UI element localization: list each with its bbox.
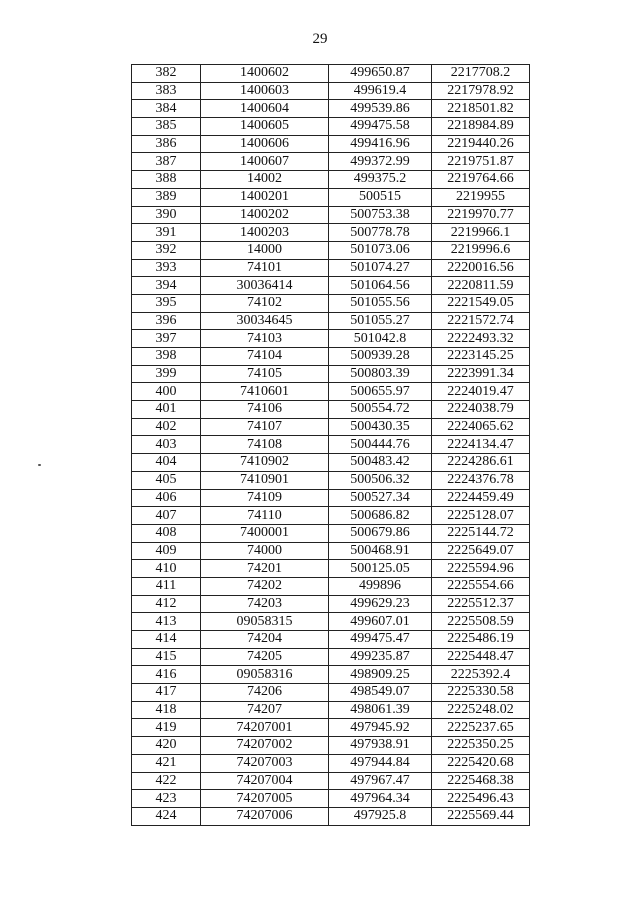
point-id-cell: 74204 <box>201 631 329 649</box>
row-index-cell: 415 <box>132 648 201 666</box>
row-index-cell: 386 <box>132 135 201 153</box>
row-index-cell: 422 <box>132 772 201 790</box>
row-index-cell: 392 <box>132 241 201 259</box>
y-coordinate-cell: 2225594.96 <box>432 560 530 578</box>
x-coordinate-cell: 500778.78 <box>329 224 432 242</box>
y-coordinate-cell: 2225330.58 <box>432 684 530 702</box>
y-coordinate-cell: 2222493.32 <box>432 330 530 348</box>
x-coordinate-cell: 497967.47 <box>329 772 432 790</box>
x-coordinate-cell: 500444.76 <box>329 436 432 454</box>
x-coordinate-cell: 501055.27 <box>329 312 432 330</box>
point-id-cell: 74207004 <box>201 772 329 790</box>
x-coordinate-cell: 500468.91 <box>329 542 432 560</box>
x-coordinate-cell: 500679.86 <box>329 524 432 542</box>
table-row <box>132 259 530 277</box>
row-index-cell: 389 <box>132 188 201 206</box>
table-row <box>132 348 530 366</box>
x-coordinate-cell: 497925.8 <box>329 807 432 825</box>
point-id-cell: 74109 <box>201 489 329 507</box>
x-coordinate-cell: 500430.35 <box>329 418 432 436</box>
y-coordinate-cell: 2217978.92 <box>432 82 530 100</box>
x-coordinate-cell: 497964.34 <box>329 790 432 808</box>
table-row <box>132 171 530 189</box>
row-index-cell: 396 <box>132 312 201 330</box>
x-coordinate-cell: 500527.34 <box>329 489 432 507</box>
table-row <box>132 135 530 153</box>
y-coordinate-cell: 2219966.1 <box>432 224 530 242</box>
y-coordinate-cell: 2225248.02 <box>432 701 530 719</box>
x-coordinate-cell: 499619.4 <box>329 82 432 100</box>
row-index-cell: 398 <box>132 348 201 366</box>
y-coordinate-cell: 2223991.34 <box>432 365 530 383</box>
x-coordinate-cell: 499607.01 <box>329 613 432 631</box>
coordinates-table <box>131 64 530 826</box>
table-row <box>132 613 530 631</box>
point-id-cell: 74107 <box>201 418 329 436</box>
table-row <box>132 701 530 719</box>
x-coordinate-cell: 498061.39 <box>329 701 432 719</box>
point-id-cell: 1400605 <box>201 118 329 136</box>
table-row <box>132 224 530 242</box>
x-coordinate-cell: 499475.47 <box>329 631 432 649</box>
table-row <box>132 454 530 472</box>
y-coordinate-cell: 2225237.65 <box>432 719 530 737</box>
point-id-cell: 1400607 <box>201 153 329 171</box>
point-id-cell: 74105 <box>201 365 329 383</box>
x-coordinate-cell: 497944.84 <box>329 754 432 772</box>
row-index-cell: 405 <box>132 471 201 489</box>
coordinates-table-body <box>132 65 530 826</box>
point-id-cell: 74203 <box>201 595 329 613</box>
row-index-cell: 391 <box>132 224 201 242</box>
row-index-cell: 384 <box>132 100 201 118</box>
y-coordinate-cell: 2219751.87 <box>432 153 530 171</box>
point-id-cell: 1400606 <box>201 135 329 153</box>
y-coordinate-cell: 2225420.68 <box>432 754 530 772</box>
row-index-cell: 407 <box>132 507 201 525</box>
y-coordinate-cell: 2219955 <box>432 188 530 206</box>
table-row <box>132 507 530 525</box>
y-coordinate-cell: 2219970.77 <box>432 206 530 224</box>
y-coordinate-cell: 2219764.66 <box>432 171 530 189</box>
row-index-cell: 400 <box>132 383 201 401</box>
row-index-cell: 416 <box>132 666 201 684</box>
point-id-cell: 74110 <box>201 507 329 525</box>
row-index-cell: 401 <box>132 401 201 419</box>
point-id-cell: 74207005 <box>201 790 329 808</box>
x-coordinate-cell: 499375.2 <box>329 171 432 189</box>
row-index-cell: 393 <box>132 259 201 277</box>
row-index-cell: 382 <box>132 65 201 83</box>
row-index-cell: 403 <box>132 436 201 454</box>
point-id-cell: 1400602 <box>201 65 329 83</box>
table-row <box>132 807 530 825</box>
x-coordinate-cell: 497938.91 <box>329 737 432 755</box>
table-row <box>132 684 530 702</box>
point-id-cell: 74108 <box>201 436 329 454</box>
y-coordinate-cell: 2218984.89 <box>432 118 530 136</box>
table-row <box>132 65 530 83</box>
row-index-cell: 394 <box>132 277 201 295</box>
row-index-cell: 424 <box>132 807 201 825</box>
row-index-cell: 402 <box>132 418 201 436</box>
row-index-cell: 383 <box>132 82 201 100</box>
point-id-cell: 1400604 <box>201 100 329 118</box>
y-coordinate-cell: 2225448.47 <box>432 648 530 666</box>
table-row <box>132 100 530 118</box>
x-coordinate-cell: 501073.06 <box>329 241 432 259</box>
table-row <box>132 153 530 171</box>
point-id-cell: 74106 <box>201 401 329 419</box>
point-id-cell: 7400001 <box>201 524 329 542</box>
y-coordinate-cell: 2218501.82 <box>432 100 530 118</box>
point-id-cell: 30036414 <box>201 277 329 295</box>
point-id-cell: 74207 <box>201 701 329 719</box>
row-index-cell: 408 <box>132 524 201 542</box>
row-index-cell: 409 <box>132 542 201 560</box>
y-coordinate-cell: 2225569.44 <box>432 807 530 825</box>
point-id-cell: 1400603 <box>201 82 329 100</box>
row-index-cell: 411 <box>132 577 201 595</box>
y-coordinate-cell: 2225350.25 <box>432 737 530 755</box>
x-coordinate-cell: 501055.56 <box>329 294 432 312</box>
point-id-cell: 09058316 <box>201 666 329 684</box>
point-id-cell: 74207003 <box>201 754 329 772</box>
point-id-cell: 7410902 <box>201 454 329 472</box>
table-row <box>132 489 530 507</box>
row-index-cell: 421 <box>132 754 201 772</box>
point-id-cell: 74000 <box>201 542 329 560</box>
x-coordinate-cell: 499372.99 <box>329 153 432 171</box>
table-row <box>132 436 530 454</box>
row-index-cell: 399 <box>132 365 201 383</box>
table-row <box>132 471 530 489</box>
table-row <box>132 188 530 206</box>
table-row <box>132 418 530 436</box>
row-index-cell: 412 <box>132 595 201 613</box>
y-coordinate-cell: 2224459.49 <box>432 489 530 507</box>
x-coordinate-cell: 499416.96 <box>329 135 432 153</box>
x-coordinate-cell: 500686.82 <box>329 507 432 525</box>
y-coordinate-cell: 2221549.05 <box>432 294 530 312</box>
table-row <box>132 401 530 419</box>
y-coordinate-cell: 2220016.56 <box>432 259 530 277</box>
table-row <box>132 383 530 401</box>
x-coordinate-cell: 501074.27 <box>329 259 432 277</box>
y-coordinate-cell: 2219440.26 <box>432 135 530 153</box>
table-row <box>132 754 530 772</box>
table-row <box>132 118 530 136</box>
point-id-cell: 7410601 <box>201 383 329 401</box>
point-id-cell: 1400203 <box>201 224 329 242</box>
point-id-cell: 74201 <box>201 560 329 578</box>
table-row <box>132 719 530 737</box>
y-coordinate-cell: 2225128.07 <box>432 507 530 525</box>
y-coordinate-cell: 2220811.59 <box>432 277 530 295</box>
table-row <box>132 560 530 578</box>
table-row <box>132 330 530 348</box>
row-index-cell: 413 <box>132 613 201 631</box>
point-id-cell: 74207006 <box>201 807 329 825</box>
table-row <box>132 312 530 330</box>
y-coordinate-cell: 2225508.59 <box>432 613 530 631</box>
x-coordinate-cell: 501042.8 <box>329 330 432 348</box>
point-id-cell: 14000 <box>201 241 329 259</box>
point-id-cell: 74102 <box>201 294 329 312</box>
y-coordinate-cell: 2225512.37 <box>432 595 530 613</box>
y-coordinate-cell: 2224134.47 <box>432 436 530 454</box>
table-row <box>132 524 530 542</box>
row-index-cell: 419 <box>132 719 201 737</box>
point-id-cell: 14002 <box>201 171 329 189</box>
row-index-cell: 423 <box>132 790 201 808</box>
row-index-cell: 395 <box>132 294 201 312</box>
x-coordinate-cell: 498549.07 <box>329 684 432 702</box>
point-id-cell: 1400201 <box>201 188 329 206</box>
y-coordinate-cell: 2225486.19 <box>432 631 530 649</box>
table-row <box>132 790 530 808</box>
x-coordinate-cell: 500554.72 <box>329 401 432 419</box>
x-coordinate-cell: 499629.23 <box>329 595 432 613</box>
y-coordinate-cell: 2225554.66 <box>432 577 530 595</box>
point-id-cell: 74207002 <box>201 737 329 755</box>
row-index-cell: 410 <box>132 560 201 578</box>
table-row <box>132 277 530 295</box>
point-id-cell: 74101 <box>201 259 329 277</box>
y-coordinate-cell: 2225144.72 <box>432 524 530 542</box>
row-index-cell: 388 <box>132 171 201 189</box>
y-coordinate-cell: 2224065.62 <box>432 418 530 436</box>
y-coordinate-cell: 2219996.6 <box>432 241 530 259</box>
x-coordinate-cell: 500125.05 <box>329 560 432 578</box>
table-row <box>132 82 530 100</box>
page-number: 29 <box>312 31 328 47</box>
scan-speck <box>38 464 41 466</box>
x-coordinate-cell: 499235.87 <box>329 648 432 666</box>
point-id-cell: 74207001 <box>201 719 329 737</box>
y-coordinate-cell: 2221572.74 <box>432 312 530 330</box>
table-row <box>132 577 530 595</box>
point-id-cell: 09058315 <box>201 613 329 631</box>
table-row <box>132 772 530 790</box>
point-id-cell: 1400202 <box>201 206 329 224</box>
point-id-cell: 74104 <box>201 348 329 366</box>
y-coordinate-cell: 2224038.79 <box>432 401 530 419</box>
row-index-cell: 390 <box>132 206 201 224</box>
table-row <box>132 737 530 755</box>
point-id-cell: 7410901 <box>201 471 329 489</box>
table-row <box>132 648 530 666</box>
x-coordinate-cell: 500939.28 <box>329 348 432 366</box>
row-index-cell: 406 <box>132 489 201 507</box>
row-index-cell: 385 <box>132 118 201 136</box>
row-index-cell: 387 <box>132 153 201 171</box>
table-row <box>132 206 530 224</box>
row-index-cell: 404 <box>132 454 201 472</box>
table-row <box>132 542 530 560</box>
y-coordinate-cell: 2225468.38 <box>432 772 530 790</box>
y-coordinate-cell: 2224019.47 <box>432 383 530 401</box>
y-coordinate-cell: 2225649.07 <box>432 542 530 560</box>
x-coordinate-cell: 500753.38 <box>329 206 432 224</box>
table-row <box>132 666 530 684</box>
x-coordinate-cell: 501064.56 <box>329 277 432 295</box>
row-index-cell: 420 <box>132 737 201 755</box>
x-coordinate-cell: 500506.32 <box>329 471 432 489</box>
y-coordinate-cell: 2224286.61 <box>432 454 530 472</box>
y-coordinate-cell: 2217708.2 <box>432 65 530 83</box>
y-coordinate-cell: 2223145.25 <box>432 348 530 366</box>
x-coordinate-cell: 500483.42 <box>329 454 432 472</box>
x-coordinate-cell: 497945.92 <box>329 719 432 737</box>
y-coordinate-cell: 2225392.4 <box>432 666 530 684</box>
x-coordinate-cell: 499475.58 <box>329 118 432 136</box>
x-coordinate-cell: 500655.97 <box>329 383 432 401</box>
table-row <box>132 595 530 613</box>
table-row <box>132 294 530 312</box>
point-id-cell: 74103 <box>201 330 329 348</box>
x-coordinate-cell: 500515 <box>329 188 432 206</box>
table-row <box>132 631 530 649</box>
y-coordinate-cell: 2224376.78 <box>432 471 530 489</box>
x-coordinate-cell: 498909.25 <box>329 666 432 684</box>
table-row <box>132 365 530 383</box>
point-id-cell: 74206 <box>201 684 329 702</box>
table-row <box>132 241 530 259</box>
x-coordinate-cell: 499650.87 <box>329 65 432 83</box>
point-id-cell: 30034645 <box>201 312 329 330</box>
row-index-cell: 417 <box>132 684 201 702</box>
point-id-cell: 74205 <box>201 648 329 666</box>
row-index-cell: 397 <box>132 330 201 348</box>
row-index-cell: 418 <box>132 701 201 719</box>
y-coordinate-cell: 2225496.43 <box>432 790 530 808</box>
x-coordinate-cell: 500803.39 <box>329 365 432 383</box>
x-coordinate-cell: 499539.86 <box>329 100 432 118</box>
row-index-cell: 414 <box>132 631 201 649</box>
point-id-cell: 74202 <box>201 577 329 595</box>
x-coordinate-cell: 499896 <box>329 577 432 595</box>
